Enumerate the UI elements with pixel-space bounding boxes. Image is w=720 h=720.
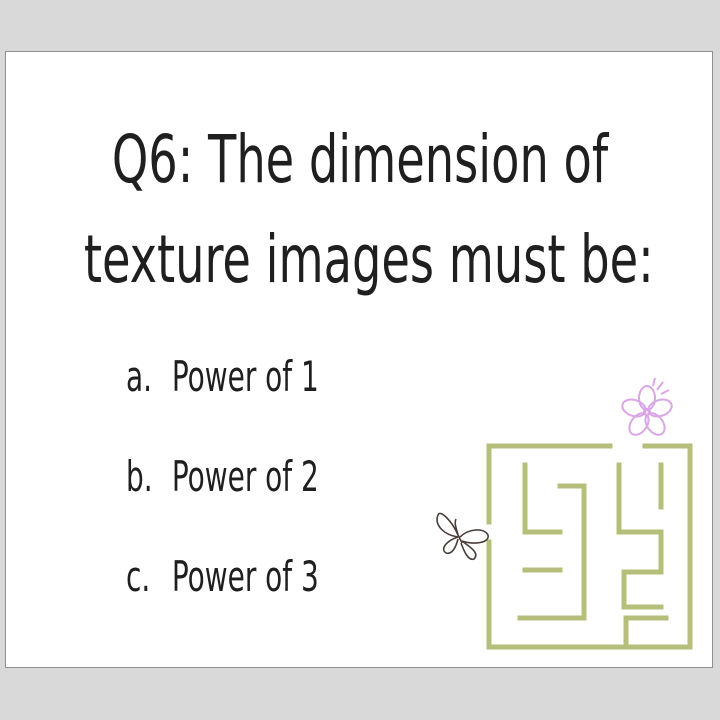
- flower-icon: [620, 378, 674, 438]
- option-b-text: Power of 2: [171, 452, 319, 501]
- option-a-text: Power of 1: [171, 352, 319, 401]
- question-title-line-1: Q6: The dimension of: [111, 121, 609, 198]
- option-c-letter: c.: [126, 552, 151, 601]
- slide: [5, 51, 713, 668]
- option-b-letter: b.: [126, 452, 153, 501]
- question-title-line-2: texture images must be:: [83, 221, 654, 298]
- option-a-letter: a.: [126, 352, 153, 401]
- butterfly-icon: [437, 513, 488, 559]
- maze-decoration: [6, 52, 714, 669]
- maze-icon: [489, 446, 690, 647]
- option-c-text: Power of 3: [171, 552, 319, 601]
